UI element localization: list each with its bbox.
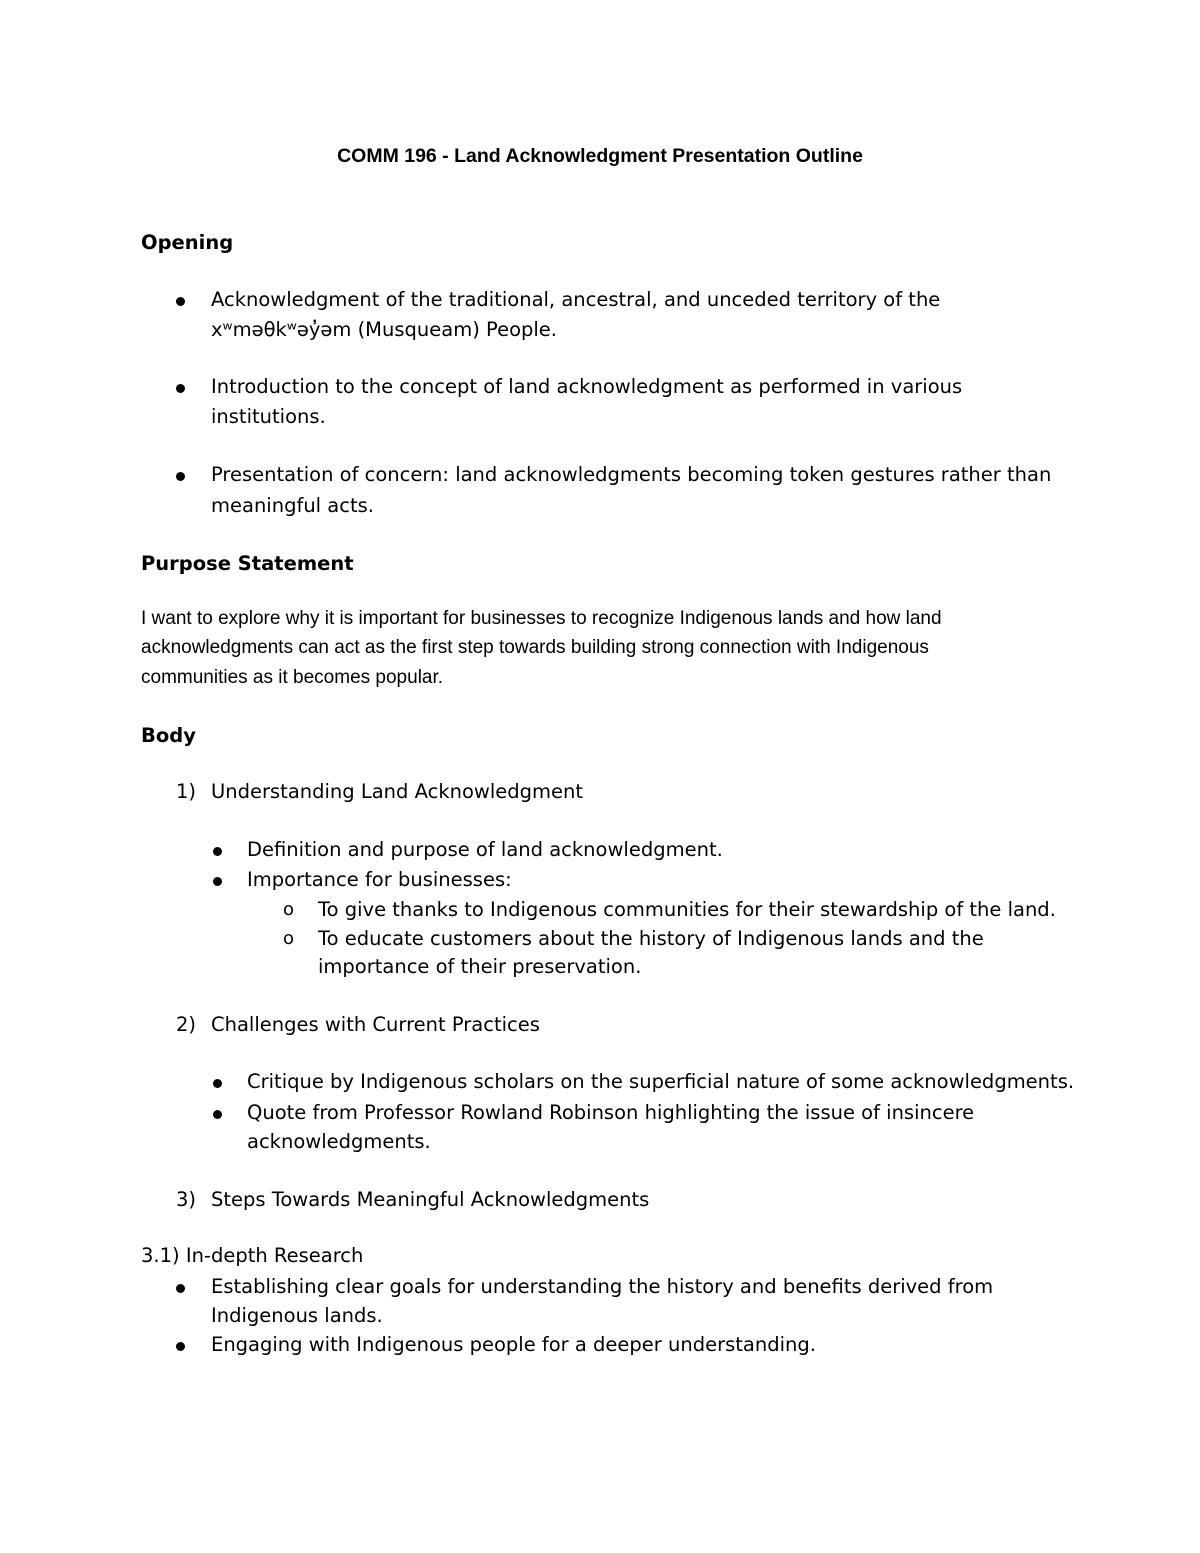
section-2-bullet-1: Critique by Indigenous scholars on the superficial nature of some acknowledgments. xyxy=(247,1070,1075,1093)
section-2-bullet-2-line-1: Quote from Professor Rowland Robinson highlighting the issue of insincere xyxy=(247,1101,975,1124)
section-3-title: Steps Towards Meaningful Acknowledgments xyxy=(211,1188,650,1211)
opening-bullet-2-line-1: Introduction to the concept of land acknowledgment as performed in various xyxy=(211,375,963,398)
subsection-title: 3.1) In-depth Research xyxy=(141,1244,364,1267)
bullet-icon xyxy=(213,847,222,856)
section-1-bullet-1: Definition and purpose of land acknowledgment. xyxy=(247,838,723,861)
subsection-bullet-2: Engaging with Indigenous people for a deeper understanding. xyxy=(211,1333,816,1356)
bullet-icon xyxy=(176,1284,185,1293)
bullet-icon xyxy=(176,472,185,481)
section-2-title: Challenges with Current Practices xyxy=(211,1013,540,1036)
bullet-icon xyxy=(213,877,222,886)
bullet-icon xyxy=(213,1110,222,1119)
purpose-line-3: communities as it becomes popular. xyxy=(141,667,444,688)
bullet-icon xyxy=(213,1079,222,1088)
opening-bullet-1-line-1: Acknowledgment of the traditional, ancestral, and unceded territory of the xyxy=(211,288,941,311)
opening-bullet-3-line-2: meaningful acts. xyxy=(211,494,374,517)
purpose-line-1: I want to explore why it is important for businesses to recognize Indigenous lands and how land xyxy=(141,608,942,629)
bullet-icon xyxy=(176,297,185,306)
purpose-heading: Purpose Statement xyxy=(141,552,354,575)
section-1-bullet-2: Importance for businesses: xyxy=(247,868,512,891)
body-heading: Body xyxy=(141,724,196,747)
section-1-sub-2-line-1: To educate customers about the history of Indigenous lands and the xyxy=(318,927,984,950)
opening-bullet-1-line-2: xʷməθkʷəy̓əm (Musqueam) People. xyxy=(211,318,557,341)
circle-bullet-icon: o xyxy=(283,928,295,949)
section-2-number: 2) xyxy=(176,1013,197,1036)
circle-bullet-icon: o xyxy=(283,899,295,920)
section-2-bullet-2-line-2: acknowledgments. xyxy=(247,1130,431,1153)
section-3-number: 3) xyxy=(176,1188,197,1211)
document-title: COMM 196 - Land Acknowledgment Presentation Outline xyxy=(337,145,863,167)
opening-bullet-2-line-2: institutions. xyxy=(211,405,326,428)
section-1-sub-1: To give thanks to Indigenous communities for their stewardship of the land. xyxy=(318,898,1056,921)
bullet-icon xyxy=(176,1342,185,1351)
subsection-bullet-1-line-1: Establishing clear goals for understanding the history and benefits derived from xyxy=(211,1275,994,1298)
bullet-icon xyxy=(176,384,185,393)
purpose-line-2: acknowledgments can act as the first step towards building strong connection with Indigenous xyxy=(141,637,929,658)
subsection-bullet-1-line-2: Indigenous lands. xyxy=(211,1304,383,1327)
section-1-sub-2-line-2: importance of their preservation. xyxy=(318,955,642,978)
opening-bullet-3-line-1: Presentation of concern: land acknowledgments becoming token gestures rather than xyxy=(211,463,1052,486)
opening-heading: Opening xyxy=(141,231,234,254)
section-1-number: 1) xyxy=(176,780,197,803)
section-1-title: Understanding Land Acknowledgment xyxy=(211,780,584,803)
